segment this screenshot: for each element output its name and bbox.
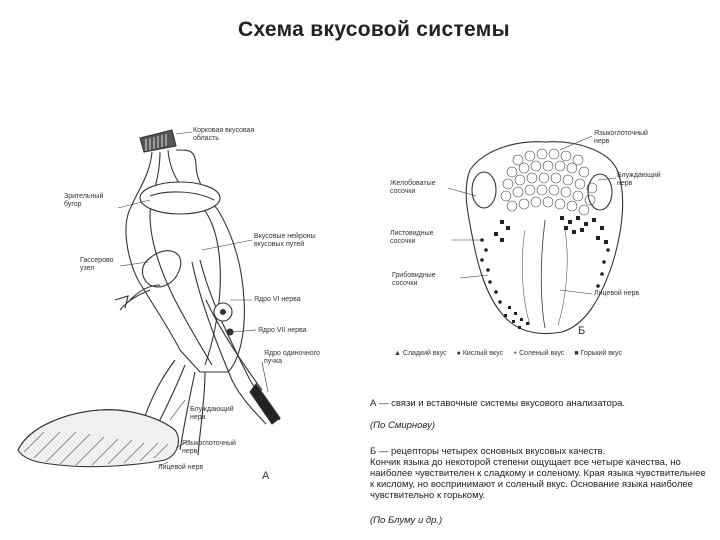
square-icon: ■	[574, 350, 579, 357]
caption-b: Б — рецепторы четырех основных вкусовых качеств. Кончик языка до некоторой степени ощущает все четыре качества, но наиболее чувствителен к сладкому и соленому. Края языка чувствительнее к кислому, но воспринимают и соленый вкус. Основание языка наиболее чувствительно к горькому.	[370, 446, 706, 501]
label-glosso-top: Языкоглоточный нерв	[594, 130, 648, 145]
label-neurons: Вкусовые нейроны вкусовых путей	[254, 233, 316, 248]
label-nucleus-vii: Ядро VII нерва	[258, 327, 307, 334]
legend-bitter: ■ Горький вкус	[574, 350, 622, 357]
panel-b-letter: Б	[578, 325, 586, 337]
caption-a-source: (По Смирнову)	[370, 420, 435, 431]
label-circumvallate: Желобоватые сосочки	[390, 180, 436, 195]
label-nucleus-vi: Ядро VI нерва	[254, 296, 301, 303]
tongue-a	[18, 410, 178, 467]
cortex-block	[140, 130, 176, 152]
label-thalamus: Зрительный бугор	[64, 193, 104, 208]
solitary-tract	[250, 384, 280, 424]
legend	[394, 350, 622, 357]
label-solitary: Ядро одиночного пучка	[264, 350, 320, 365]
caption-a: А — связи и вставочные системы вкусового анализатора.	[370, 398, 626, 409]
legend-salty: + Соленый вкус	[513, 350, 565, 357]
page-title: Схема вкусовой системы	[238, 18, 510, 41]
label-cortex: Корковая вкусовая область	[193, 127, 255, 142]
label-fungiform: Грибовидные сосочки	[392, 272, 436, 287]
panel-a-drawing	[18, 130, 280, 467]
label-ganglion: Гассерово узел	[80, 257, 114, 272]
legend-sour: ● Кислый вкус	[456, 350, 504, 357]
panel-b-drawing	[448, 136, 623, 334]
panel-a-letter: А	[262, 470, 270, 482]
label-glosso: Языкоглоточный нерв	[182, 440, 236, 455]
label-vagus: Блуждающий нерв	[190, 406, 234, 421]
thalamus	[140, 182, 220, 214]
label-lingual: Лицевой нерв	[158, 464, 204, 471]
plus-icon: +	[513, 350, 518, 357]
nucleus-vii	[227, 329, 233, 335]
label-foliate: Листовидные сосочки	[390, 230, 434, 245]
triangle-icon: ▲	[394, 350, 401, 357]
legend-sweet: ▲ Сладкий вкус	[394, 350, 447, 357]
dot-icon: ●	[456, 350, 461, 357]
caption-b-source: (По Блуму и др.)	[370, 515, 443, 526]
label-lingual-right: Лицевой нерв	[594, 290, 640, 297]
label-vagus-right: Блуждающий нерв	[617, 172, 661, 187]
